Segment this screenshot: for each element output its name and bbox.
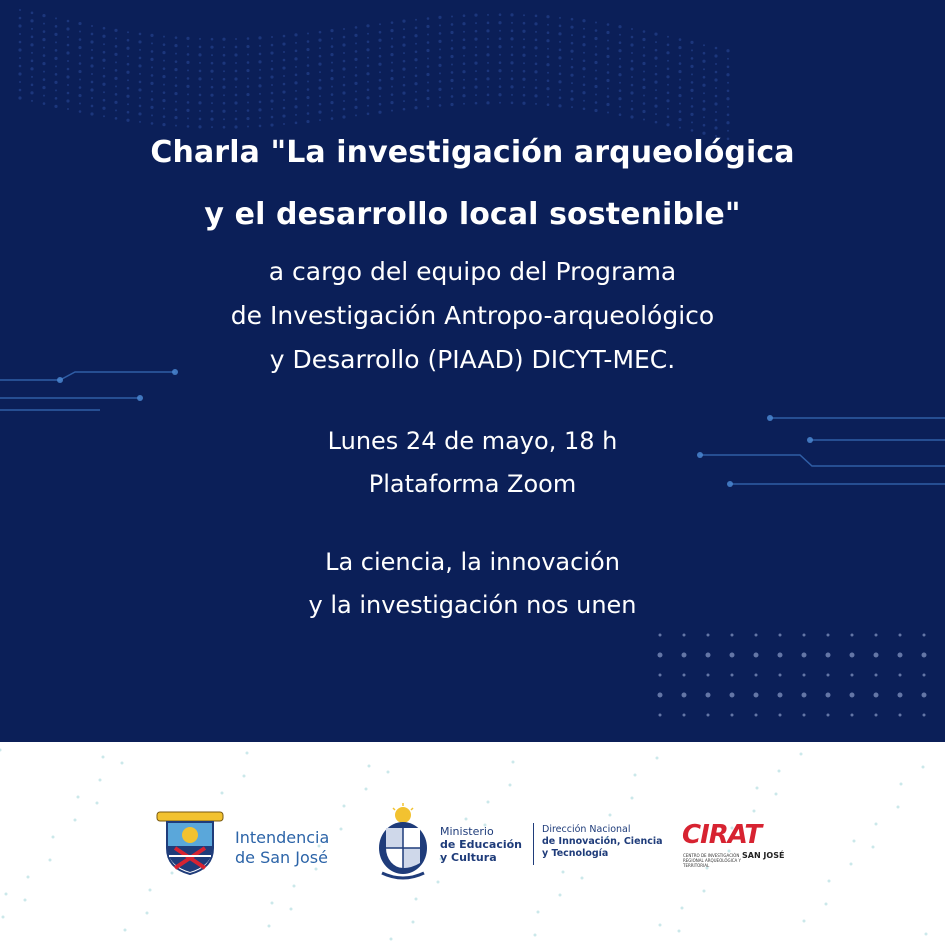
direccion-line-1: Dirección Nacional <box>542 824 631 835</box>
event-title <box>0 122 945 246</box>
event-date: Lunes 24 de mayo, 18 h <box>327 427 618 455</box>
mec-divider <box>533 823 534 865</box>
uruguay-coat-of-arms-icon <box>372 803 434 883</box>
slogan-line-2: y la investigación nos unen <box>308 591 637 619</box>
direccion-text <box>542 824 663 860</box>
san-jose-coat-of-arms-icon <box>155 808 225 878</box>
slogan-line-1: La ciencia, la innovación <box>325 548 620 576</box>
speakers-description <box>0 250 945 382</box>
ministerio-line-1: Ministerio <box>440 825 494 838</box>
subtitle-line-1: a cargo del equipo del Programa <box>268 257 677 286</box>
intendencia-text <box>235 828 329 868</box>
title-line-1: Charla "La investigación arqueológica <box>150 135 795 170</box>
ministerio-line-2: de Educación <box>440 838 523 851</box>
slogan <box>0 541 945 627</box>
event-details <box>0 420 945 506</box>
ministerio-line-3: y Cultura <box>440 851 497 864</box>
intendencia-line-2: de San José <box>235 848 328 867</box>
event-platform: Plataforma Zoom <box>368 470 577 498</box>
intendencia-san-jose-logo <box>155 808 345 878</box>
subtitle-line-3: y Desarrollo (PIAAD) DICYT-MEC. <box>269 345 676 374</box>
cirat-logo <box>680 820 790 868</box>
title-line-2: y el desarrollo local sostenible" <box>204 197 741 232</box>
cirat-wordmark: CIRAT <box>682 820 762 850</box>
direccion-line-3: y Tecnología <box>542 848 609 859</box>
intendencia-line-1: Intendencia <box>235 828 330 847</box>
cirat-subtitle: CENTRO DE INVESTIGACIÓN REGIONAL ARQUEOLÓGICA Y TERRITORIAL <box>683 853 741 868</box>
subtitle-line-2: de Investigación Antropo-arqueológico <box>230 301 715 330</box>
ministerio-text <box>440 825 522 864</box>
cirat-place: SAN JOSÉ <box>742 851 785 860</box>
direccion-line-2: de Innovación, Ciencia <box>542 836 663 847</box>
mec-logo <box>372 803 672 883</box>
